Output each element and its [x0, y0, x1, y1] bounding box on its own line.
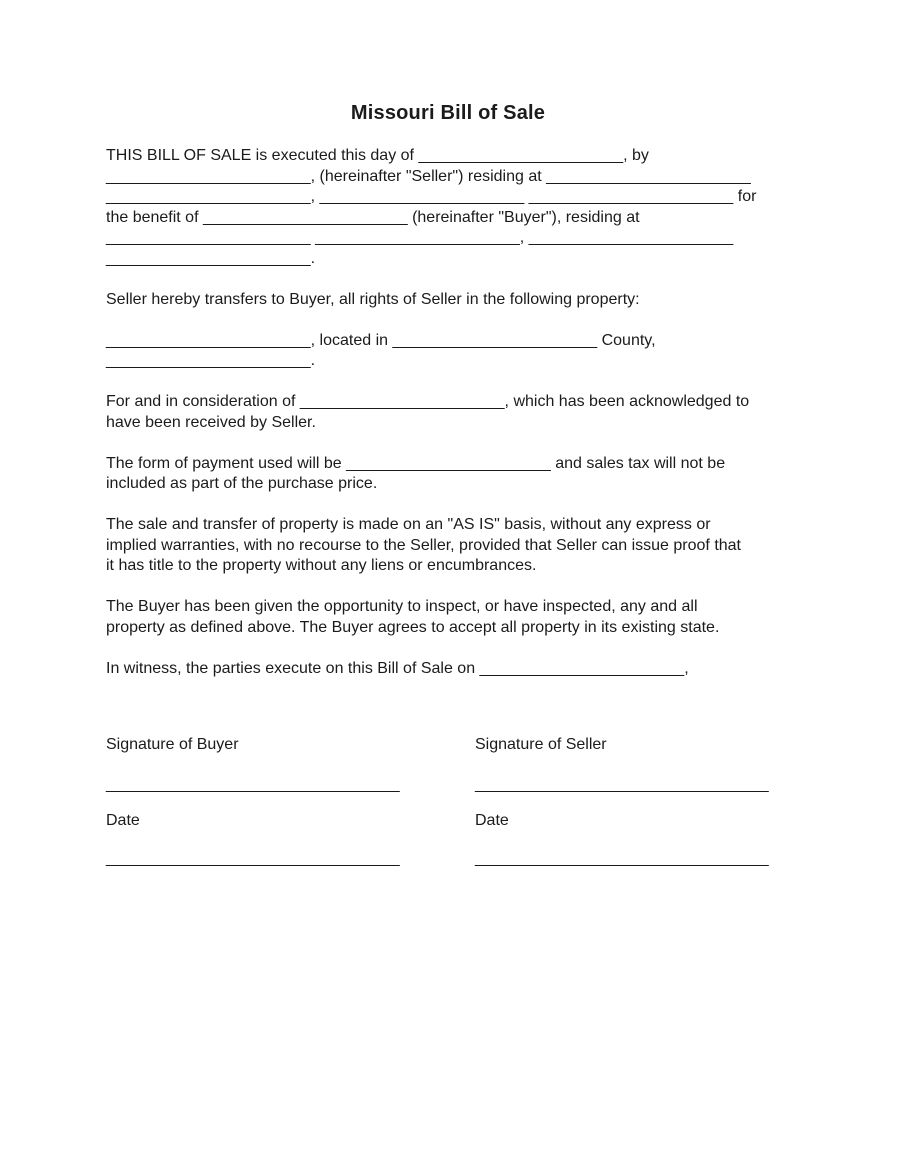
document-title: Missouri Bill of Sale: [350, 102, 546, 124]
text-line: _______________________ _______________________, _______________________: [106, 229, 734, 246]
paragraph-execution: [106, 146, 790, 269]
paragraph-witness: [106, 659, 790, 680]
paragraph-as-is: [106, 515, 790, 577]
paragraph-property-description: [106, 331, 790, 372]
signature-section: [106, 735, 790, 869]
paragraph-consideration: [106, 392, 790, 433]
text-line: included as part of the purchase price.: [106, 475, 378, 492]
seller-signature-block: [475, 735, 790, 869]
text-line: In witness, the parties execute on this Bill of Sale on _______________________,: [106, 659, 689, 677]
text-line: The form of payment used will be _______________________ and sales tax will not be: [106, 454, 726, 472]
text-line: property as defined above. The Buyer agrees to accept all property in its existing state.: [106, 618, 720, 636]
text-line: THIS BILL OF SALE is executed this day of _______________________, by: [106, 147, 649, 164]
paragraph-inspection: [106, 597, 790, 638]
text-line: The sale and transfer of property is made on an "AS IS" basis, without any express or: [106, 516, 711, 533]
buyer-signature-label: Signature of Buyer: [106, 736, 239, 753]
text-line: _______________________, _______________________ _______________________ for: [106, 188, 757, 205]
buyer-signature-line: _________________________________: [106, 776, 400, 793]
text-line: have been received by Seller.: [106, 413, 316, 431]
seller-date-line: _________________________________: [475, 849, 769, 867]
paragraph-payment: [106, 454, 790, 495]
seller-date-label: Date: [475, 811, 509, 829]
text-line: For and in consideration of _______________________, which has been acknowledged to: [106, 393, 750, 410]
seller-signature-line: _________________________________: [475, 776, 769, 793]
text-line: it has title to the property without any liens or encumbrances.: [106, 557, 537, 574]
text-line: implied warranties, with no recourse to the Seller, provided that Seller can issue proof that: [106, 536, 741, 554]
buyer-signature-block: [106, 735, 475, 869]
text-line: the benefit of _______________________ (hereinafter "Buyer"), residing at: [106, 208, 640, 226]
buyer-date-line: _________________________________: [106, 849, 400, 867]
text-line: _______________________.: [106, 352, 316, 369]
text-line: Seller hereby transfers to Buyer, all rights of Seller in the following property:: [106, 290, 640, 308]
seller-signature-label: Signature of Seller: [475, 736, 607, 753]
text-line: _______________________, located in _______________________ County,: [106, 331, 656, 349]
text-line: _______________________, (hereinafter "Seller") residing at _______________________: [106, 167, 751, 185]
text-line: The Buyer has been given the opportunity to inspect, or have inspected, any and all: [106, 598, 698, 615]
buyer-date-label: Date: [106, 811, 140, 829]
paragraph-transfer-intro: [106, 290, 790, 311]
text-line: _______________________.: [106, 249, 316, 267]
